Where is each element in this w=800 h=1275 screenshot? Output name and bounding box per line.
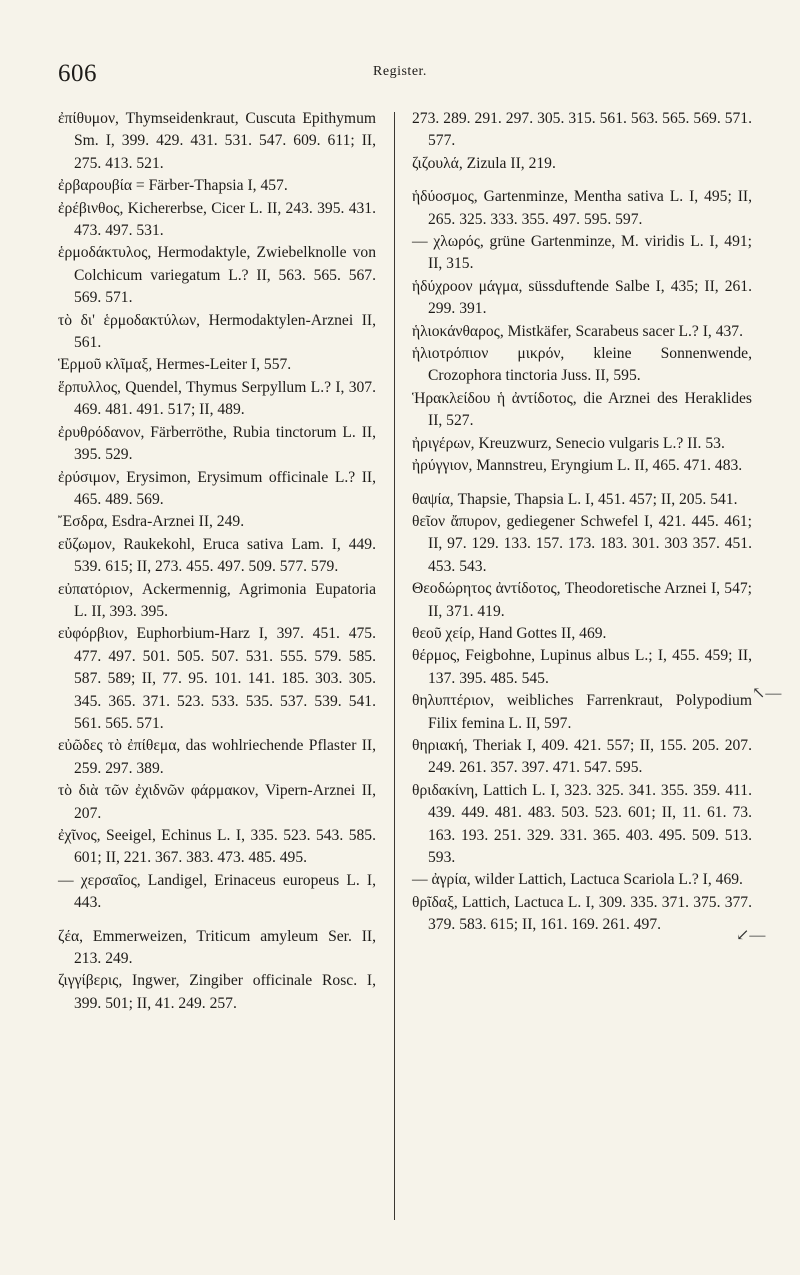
index-entry: θηριακή, Theriak I, 409. 421. 557; II, 155. 205. 207. 249. 261. 357. 397. 471. 547. 595. bbox=[412, 736, 752, 777]
index-entry: ἐχῖνος, Seeigel, Echinus L. I, 335. 523. 543. 585. 601; II, 221. 367. 383. 473. 485. 495. bbox=[58, 827, 376, 867]
index-entry: ἡδύοσμος, Gartenminze, Mentha sativa L. I, 495; II, 265. 325. 333. 355. 497. 595. 597. bbox=[412, 188, 752, 228]
index-entry: θέρμος, Feigbohne, Lupinus albus L.; I, 455. 459; II, 137. 395. 485. 545. bbox=[412, 647, 752, 687]
index-entry: ἑρμοδάκτυλος, Hermodaktyle, Zwiebelknolle von Colchicum variegatum L.? II, 563. 565. 567. 569. 571. bbox=[58, 244, 376, 307]
index-entry: ἐρύσιμον, Erysimon, Erysimum officinale L.? II, 465. 489. 569. bbox=[58, 468, 376, 508]
index-entry: ζέα, Emmerweizen, Triticum amyleum Ser. II, 213. 249. bbox=[58, 927, 376, 968]
index-entry: ἡδύχροον μάγμα, süssduftende Salbe I, 435; II, 261. 299. 391. bbox=[412, 277, 752, 318]
index-entry: εὐφόρβιον, Euphorbium-Harz I, 397. 451. 475. 477. 497. 501. 505. 507. 531. 555. 579. 585. 587. 589; II, 77. 95. 101. 141. 185. 303. 305. 345. 365. 371. 523. 533. 535. 537. 539. 541. 561. 565. 571. bbox=[58, 625, 376, 732]
index-entry: ἐρέβινθος, Kichererbse, Cicer L. II, 243. 395. 431. 473. 497. 531. bbox=[58, 199, 376, 240]
section-gap bbox=[412, 175, 752, 186]
section-gap bbox=[412, 478, 752, 489]
index-entry: — χλωρός, grüne Gartenminze, M. viridis L. I, 491; II, 315. bbox=[412, 233, 752, 273]
index-entry: θαψία, Thapsie, Thapsia L. I, 451. 457; II, 205. 541. bbox=[412, 490, 738, 508]
index-entry: ἠριγέρων, Kreuzwurz, Senecio vulgaris L.? II. 53. bbox=[412, 434, 725, 452]
index-entry: ἐπίθυμον, Thymseidenkraut, Cuscuta Epithymum Sm. I, 399. 429. 431. 531. 547. 609. 611; II, 275. 413. 521. bbox=[58, 110, 376, 172]
index-entry: θρῖδαξ, Lattich, Lactuca L. I, 309. 335. 371. 375. 377. 379. 583. 615; II, 161. 169. 261. 497. bbox=[412, 893, 752, 934]
index-entry: Ἡρακλείδου ἡ ἀντίδοτος, die Arznei des Heraklides II, 527. bbox=[412, 389, 752, 430]
index-entry: εὔζωμον, Raukekohl, Eruca sativa Lam. I, 449. 539. 615; II, 273. 455. 497. 509. 577. 579. bbox=[58, 535, 376, 576]
index-entry: εὐῶδες τὸ ἐπίθεμα, das wohlriechende Pflaster II, 259. 297. 389. bbox=[58, 737, 376, 777]
index-entry: Ἑρμοῦ κλῖμαξ, Hermes-Leiter I, 557. bbox=[58, 356, 292, 374]
index-entry: — χερσαῖος, Landigel, Erinaceus europeus L. I, 443. bbox=[58, 871, 376, 912]
index-entry: ἡλιοτρόπιον μικρόν, kleine Sonnenwende, Crozophora tinctoria Juss. II, 595. bbox=[412, 345, 752, 385]
index-entry: θριδακίνη, Lattich L. I, 323. 325. 341. 355. 359. 411. 439. 449. 481. 483. 503. 523. 601; II, 11. 61. 73. 163. 193. 251. 329. 331. 365. 403. 495. 509. 513. 593. bbox=[412, 781, 752, 866]
index-entry: ἐρυθρόδανον, Färberröthe, Rubia tinctorum L. II, 395. 529. bbox=[58, 423, 376, 464]
index-entry: τὸ δι' ἑρμοδακτύλων, Hermodaktylen-Arznei II, 561. bbox=[58, 311, 376, 352]
index-entry: ἕρπυλλος, Quendel, Thymus Serpyllum L.? I, 307. 469. 481. 491. 517; II, 489. bbox=[58, 378, 376, 419]
index-entry: ἠρύγγιον, Mannstreu, Eryngium L. II, 465. 471. 483. bbox=[412, 457, 743, 475]
index-entry: ζιγγίβερις, Ingwer, Zingiber officinale Rosc. I, 399. 501; II, 41. 249. 257. bbox=[58, 972, 376, 1012]
index-entry: τὸ διὰ τῶν ἐχιδνῶν φάρμακον, Vipern-Arznei II, 207. bbox=[58, 782, 376, 822]
index-entry: Θεοδώρητος ἀντίδοτος, Theodoretische Arznei I, 547; II, 371. 419. bbox=[412, 580, 752, 620]
index-entry: ζιζουλά, Zizula II, 219. bbox=[412, 154, 556, 172]
index-entry: Ἔσδρα, Esdra-Arznei II, 249. bbox=[58, 513, 245, 531]
margin-mark: ↖— bbox=[752, 685, 782, 702]
left-column bbox=[58, 108, 376, 1015]
section-gap bbox=[58, 915, 376, 926]
index-entry: θεοῦ χείρ, Hand Gottes II, 469. bbox=[412, 624, 607, 642]
index-entry: ἐρβαρουβία = Färber-Thapsia I, 457. bbox=[58, 177, 288, 195]
index-entry: ἡλιοκάνθαρος, Mistkäfer, Scarabeus sacer L.? I, 437. bbox=[412, 322, 744, 340]
index-entry: — ἀγρία, wilder Lattich, Lactuca Scariola L.? I, 469. bbox=[412, 871, 743, 889]
index-entry: εὐπατόριον, Ackermennig, Agrimonia Eupatoria L. II, 393. 395. bbox=[58, 580, 376, 620]
right-column bbox=[412, 108, 752, 937]
page-number: 606 bbox=[58, 60, 97, 87]
margin-mark: ↙— bbox=[736, 927, 766, 944]
index-entry: θεῖον ἄπυρον, gediegener Schwefel I, 421. 445. 461; II, 97. 129. 133. 157. 173. 183. 301. 303 357. 451. 453. 543. bbox=[412, 512, 752, 575]
running-head: Register. bbox=[373, 64, 427, 79]
column-rule bbox=[394, 112, 395, 1220]
index-entry: θηλυπτέριον, weibliches Farrenkraut, Polypodium Filix femina L. II, 597. bbox=[412, 692, 752, 732]
index-entry: 273. 289. 291. 297. 305. 315. 561. 563. 565. 569. 571. 577. bbox=[412, 110, 752, 150]
